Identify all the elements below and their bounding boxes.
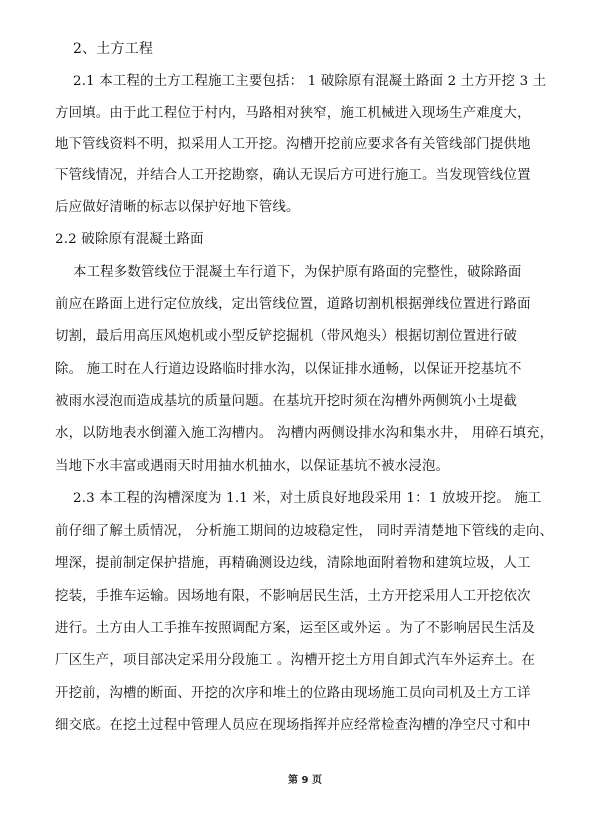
paragraph-line: 细交底。在挖土过程中管理人员应在现场指挥并应经常检查沟槽的净空尺寸和中 bbox=[55, 718, 531, 733]
paragraph-line: 挖装，手推车运输。因场地有限，不影响居民生活，土方开挖采用人工开挖依次 bbox=[55, 589, 531, 604]
paragraph-line: 本工程多数管线位于混凝土车行道下，为保护原有路面的完整性，破除路面 bbox=[73, 265, 522, 280]
paragraph-line: 切割，最后用高压风炮机或小型反铲挖掘机（带风炮头）根据切割位置进行破 bbox=[55, 329, 518, 344]
paragraph-line: 厂区生产，项目部决定采用分段施工 。沟槽开挖土方用自卸式汽车外运弃土。在 bbox=[55, 653, 536, 668]
page-number: 第 9 页 bbox=[288, 775, 322, 786]
paragraph-line: 2.3 本工程的沟槽深度为 1.1 米，对土质良好地段采用 1：1 放坡开挖。 施工 bbox=[73, 491, 542, 506]
paragraph-line: 2.1 本工程的土方工程施工主要包括： 1 破除原有混凝土路面 2 土方开挖 3 土 bbox=[73, 74, 547, 89]
paragraph-line: 后应做好清晰的标志以保护好地下管线。 bbox=[55, 200, 300, 215]
paragraph-line: 地下管线资料不明，拟采用人工开挖。沟槽开挖前应要求各有关管线部门提供地 bbox=[55, 137, 531, 152]
section-heading-earthwork: 2、土方工程 bbox=[73, 41, 154, 57]
paragraph-line: 开挖前，沟槽的断面、开挖的次序和堆土的位路由现场施工员向司机及土方工详 bbox=[55, 686, 531, 701]
paragraph-line: 当地下水丰富或遇雨天时用抽水机抽水，以保证基坑不被水浸泡。 bbox=[55, 459, 450, 474]
paragraph-line: 前应在路面上进行定位放线，定出管线位置，道路切割机根据弹线位置进行路面 bbox=[55, 297, 531, 312]
paragraph-line: 除。 施工时在人行道边设路临时排水沟，以保证排水通畅，以保证开挖基坑不 bbox=[55, 362, 522, 377]
paragraph-line: 方回填。由于此工程位于村内，马路相对狭窄，施工机械进入现场生产难度大， bbox=[55, 106, 531, 121]
paragraph-line: 下管线情况，并结合人工开挖勘察，确认无误后方可进行施工。当发现管线位置 bbox=[55, 168, 531, 183]
section-heading-break-pavement: 2.2 破除原有混凝土路面 bbox=[55, 232, 204, 247]
paragraph-line: 前仔细了解土质情况， 分析施工期间的边坡稳定性， 同时弄清楚地下管线的走向、 bbox=[55, 524, 554, 539]
paragraph-line: 进行。土方由人工手推车按照调配方案，运至区或外运 。为了不影响居民生活及 bbox=[55, 621, 536, 636]
paragraph-line: 埋深，提前制定保护措施，再精确测设边线，清除地面附着物和建筑垃圾，人工 bbox=[55, 556, 531, 571]
paragraph-line: 水，以防地表水倒灌入施工沟槽内。 沟槽内两侧设排水沟和集水井， 用碎石填充， bbox=[55, 426, 554, 441]
paragraph-line: 被雨水浸泡而造成基坑的质量问题。在基坑开挖时须在沟槽外两侧筑小土堤截 bbox=[55, 394, 518, 409]
